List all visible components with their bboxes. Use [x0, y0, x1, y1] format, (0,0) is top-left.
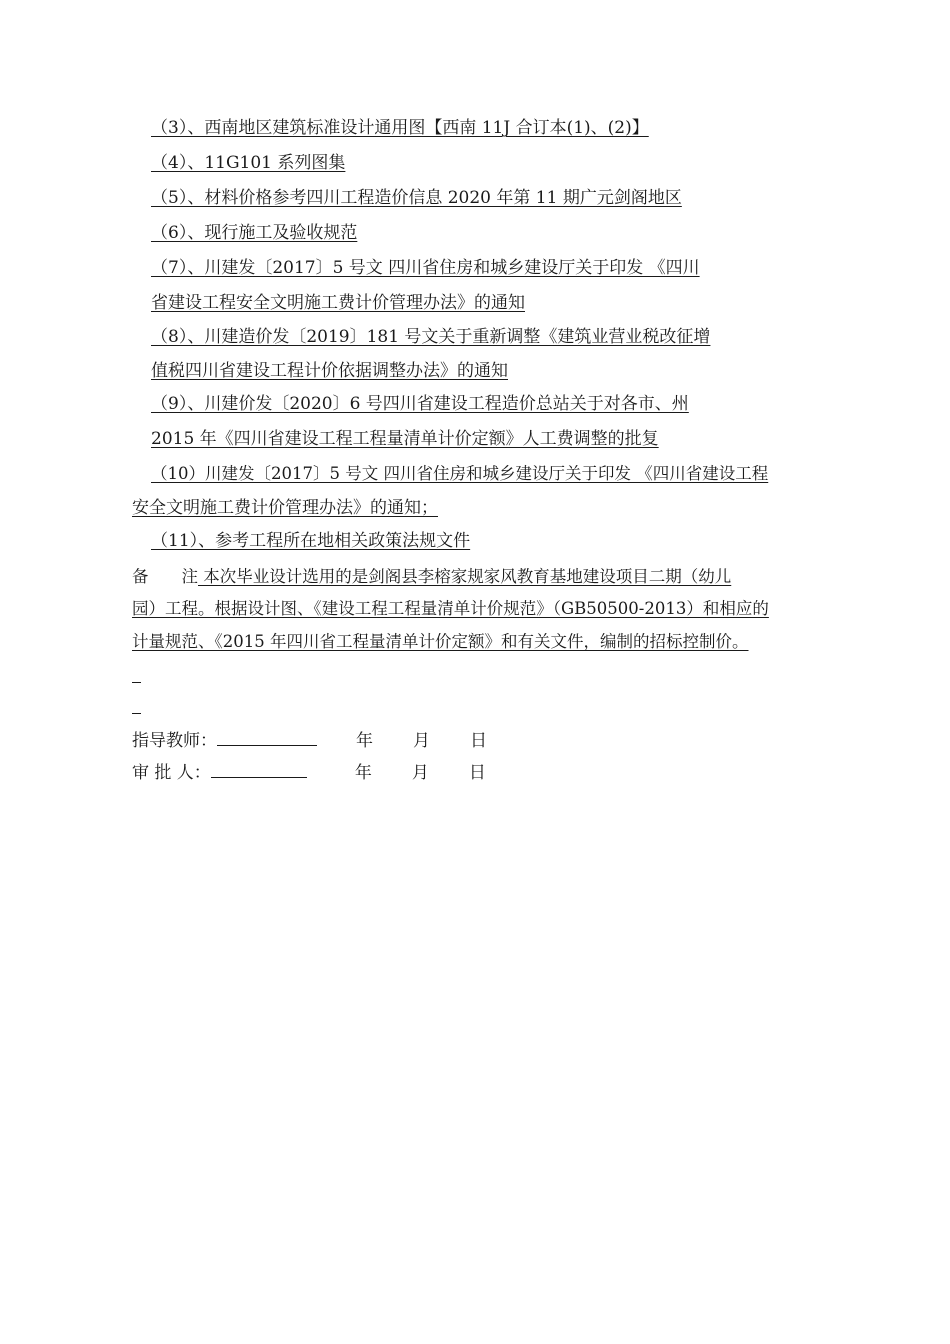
basis-item-5: （5）、材料价格参考四川工程造价信息 2020 年第 11 期广元剑阁地区 — [151, 188, 682, 208]
advisor-signature-blank[interactable] — [217, 728, 317, 746]
basis-item-6: （6）、现行施工及验收规范 — [151, 223, 358, 243]
advisor-label: 指导教师： — [132, 731, 217, 751]
basis-item-9-line1: （9）、川建价发〔2020〕6 号四川省建设工程造价总站关于对各市、州 — [151, 394, 689, 414]
approver-day-label: 日 — [468, 763, 486, 783]
approver-month-label: 月 — [411, 763, 429, 783]
approver-signature-blank[interactable] — [211, 760, 307, 778]
approver-signature-row — [132, 760, 486, 784]
basis-item-11: （11）、参考工程所在地相关政策法规文件 — [151, 531, 471, 551]
advisor-month-label: 月 — [413, 731, 430, 751]
advisor-signature-row — [132, 728, 487, 752]
basis-item-4: （4）、11G101 系列图集 — [151, 153, 346, 173]
basis-item-7-line2: 省建设工程安全文明施工费计价管理办法》的通知 — [151, 293, 525, 313]
basis-item-9-line2: 2015 年《四川省建设工程工程量清单计价定额》人工费调整的批复 — [151, 429, 659, 449]
approver-label: 审 批 人： — [132, 763, 211, 783]
basis-item-10-line1: （10）川建发〔2017〕5 号文 四川省住房和城乡建设厅关于印发 《四川省建设工程 — [151, 464, 769, 483]
remarks-text-line1: 本次毕业设计选用的是剑阁县李榕家规家风教育基地建设项目二期（幼儿 — [198, 567, 732, 586]
remarks-line3: 计量规范、《2015 年四川省工程量清单计价定额》和有关文件，编制的招标控制价。 — [132, 632, 749, 651]
remarks-line2: 园）工程。根据设计图、《建设工程工程量清单计价规范》（GB50500-2013）和相应的 — [132, 599, 769, 618]
approver-year-label: 年 — [354, 763, 372, 783]
basis-item-10-line2: 安全文明施工费计价管理办法》的通知； — [132, 498, 438, 518]
remarks-label: 备 注 — [132, 567, 198, 586]
basis-item-3: （3）、西南地区建筑标准设计通用图【西南 11J 合订本(1)、(2)】 — [151, 118, 649, 138]
basis-item-8-line2: 值税四川省建设工程计价依据调整办法》的通知 — [151, 361, 508, 381]
blank-underline-mark — [132, 713, 141, 714]
basis-item-8-line1: （8）、川建造价发〔2019〕181 号文关于重新调整《建筑业营业税改征增 — [151, 327, 711, 347]
remarks-line1 — [132, 566, 731, 588]
advisor-day-label: 日 — [470, 731, 487, 751]
basis-item-7-line1: （7）、川建发〔2017〕5 号文 四川省住房和城乡建设厅关于印发 《四川 — [151, 258, 700, 278]
advisor-year-label: 年 — [356, 731, 373, 751]
blank-underline-mark — [132, 682, 141, 683]
